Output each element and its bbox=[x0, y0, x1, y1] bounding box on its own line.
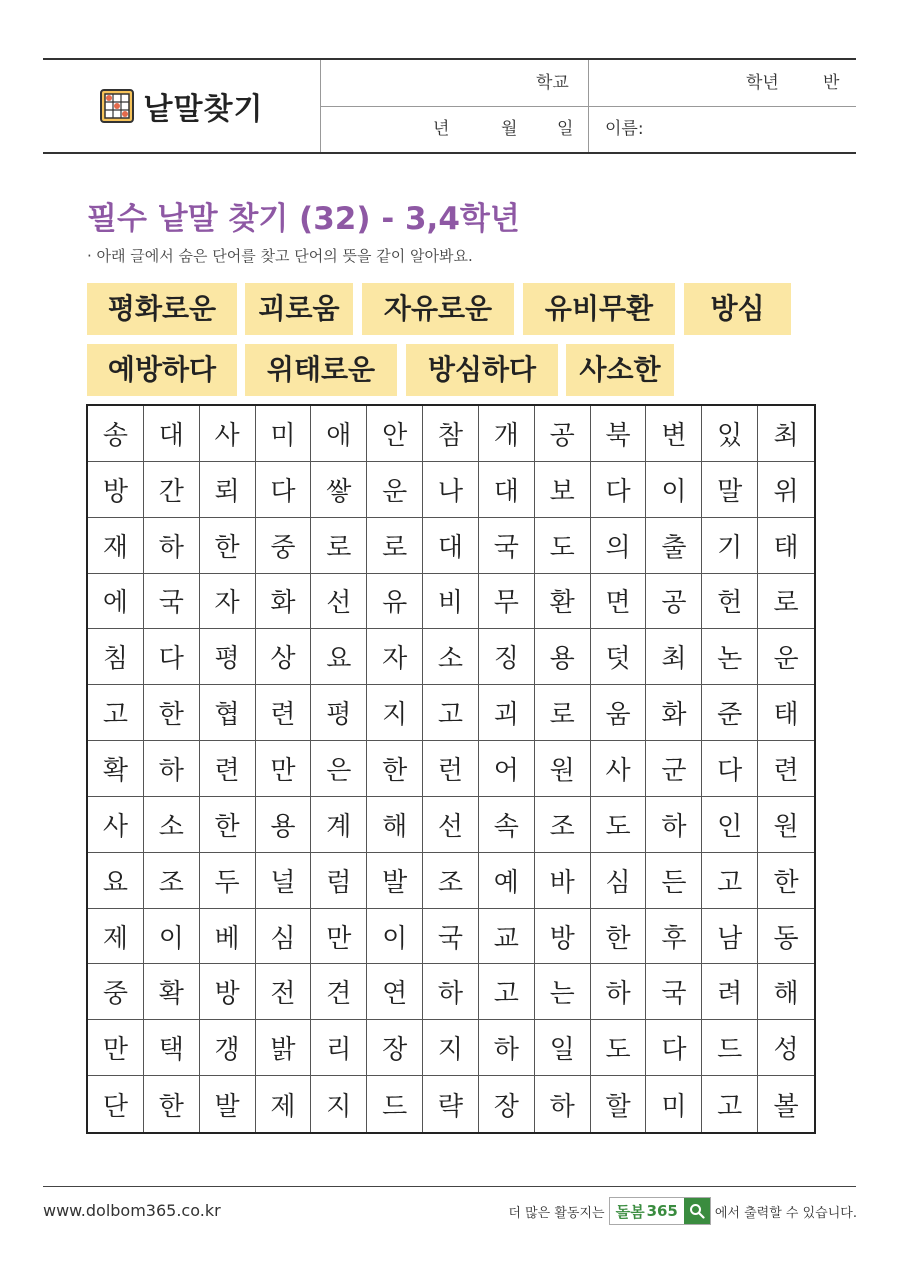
grid-cell[interactable]: 최 bbox=[758, 406, 814, 462]
grid-cell[interactable]: 평 bbox=[311, 685, 367, 741]
grid-cell[interactable]: 장 bbox=[479, 1076, 535, 1132]
grid-cell[interactable]: 도 bbox=[591, 797, 647, 853]
grid-cell[interactable]: 소 bbox=[144, 797, 200, 853]
grid-cell[interactable]: 간 bbox=[144, 462, 200, 518]
grid-cell[interactable]: 화 bbox=[646, 685, 702, 741]
word-chip: 예방하다 bbox=[87, 344, 237, 396]
word-chip: 괴로움 bbox=[245, 283, 353, 335]
grid-cell[interactable]: 지 bbox=[367, 685, 423, 741]
grade-label: 학년 bbox=[746, 73, 779, 93]
grid-cell[interactable]: 요 bbox=[311, 629, 367, 685]
grid-cell[interactable]: 방 bbox=[200, 964, 256, 1020]
grid-cell[interactable]: 말 bbox=[702, 462, 758, 518]
grid-cell[interactable]: 이 bbox=[646, 462, 702, 518]
grid-cell[interactable]: 베 bbox=[200, 909, 256, 965]
grid-cell[interactable]: 확 bbox=[144, 964, 200, 1020]
grid-cell[interactable]: 만 bbox=[256, 741, 312, 797]
grid-cell[interactable]: 요 bbox=[88, 853, 144, 909]
footer-url[interactable]: www.dolbom365.co.kr bbox=[43, 1201, 221, 1220]
grid-cell[interactable]: 어 bbox=[479, 741, 535, 797]
grid-cell[interactable]: 한 bbox=[591, 909, 647, 965]
grid-cell[interactable]: 해 bbox=[367, 797, 423, 853]
grid-cell[interactable]: 조 bbox=[144, 853, 200, 909]
grid-cell[interactable]: 동 bbox=[758, 909, 814, 965]
grid-cell[interactable]: 한 bbox=[200, 797, 256, 853]
year-label: 년 bbox=[433, 119, 450, 139]
grid-cell[interactable]: 밝 bbox=[256, 1020, 312, 1076]
grid-cell[interactable]: 징 bbox=[479, 629, 535, 685]
footer-text-before: 더 많은 활동지는 bbox=[508, 1205, 605, 1221]
grid-cell[interactable]: 국 bbox=[423, 909, 479, 965]
grid-cell[interactable]: 출 bbox=[646, 518, 702, 574]
grid-cell[interactable]: 계 bbox=[311, 797, 367, 853]
grid-cell[interactable]: 방 bbox=[88, 462, 144, 518]
word-chip: 평화로운 bbox=[87, 283, 237, 335]
grid-cell[interactable]: 평 bbox=[200, 629, 256, 685]
grid-cell[interactable]: 다 bbox=[591, 462, 647, 518]
grid-cell[interactable]: 로 bbox=[535, 685, 591, 741]
grid-cell[interactable]: 면 bbox=[591, 574, 647, 630]
grid-cell[interactable]: 단 bbox=[88, 1076, 144, 1132]
grid-cell[interactable]: 일 bbox=[535, 1020, 591, 1076]
grid-cell[interactable]: 쌓 bbox=[311, 462, 367, 518]
grid-cell[interactable]: 로 bbox=[367, 518, 423, 574]
grid-cell[interactable]: 하 bbox=[144, 741, 200, 797]
worksheet-header bbox=[43, 58, 856, 154]
grid-cell[interactable]: 심 bbox=[256, 909, 312, 965]
divider bbox=[588, 60, 589, 106]
grid-cell[interactable]: 다 bbox=[144, 629, 200, 685]
grid-cell[interactable]: 만 bbox=[311, 909, 367, 965]
grid-cell[interactable]: 용 bbox=[256, 797, 312, 853]
grid-cell[interactable]: 화 bbox=[256, 574, 312, 630]
grid-cell[interactable]: 재 bbox=[88, 518, 144, 574]
grid-cell[interactable]: 군 bbox=[646, 741, 702, 797]
grid-cell[interactable]: 고 bbox=[479, 964, 535, 1020]
grid-cell[interactable]: 국 bbox=[144, 574, 200, 630]
grid-cell[interactable]: 조 bbox=[423, 853, 479, 909]
grid-cell[interactable]: 도 bbox=[591, 1020, 647, 1076]
grid-cell[interactable]: 의 bbox=[591, 518, 647, 574]
word-search-grid bbox=[86, 404, 816, 1134]
grid-cell[interactable]: 고 bbox=[702, 1076, 758, 1132]
grid-cell[interactable]: 북 bbox=[591, 406, 647, 462]
word-chip: 방심 bbox=[684, 283, 791, 335]
grid-cell[interactable]: 참 bbox=[423, 406, 479, 462]
grid-cell[interactable]: 제 bbox=[256, 1076, 312, 1132]
grid-cell[interactable]: 예 bbox=[479, 853, 535, 909]
grid-cell[interactable]: 에 bbox=[88, 574, 144, 630]
grid-cell[interactable]: 태 bbox=[758, 518, 814, 574]
grid-cell[interactable]: 조 bbox=[535, 797, 591, 853]
brand-name: 돌봄 bbox=[615, 1202, 645, 1221]
grid-cell[interactable]: 공 bbox=[646, 574, 702, 630]
grid-cell[interactable]: 뢰 bbox=[200, 462, 256, 518]
grid-cell[interactable]: 드 bbox=[367, 1076, 423, 1132]
grid-cell[interactable]: 고 bbox=[423, 685, 479, 741]
grid-cell[interactable]: 중 bbox=[256, 518, 312, 574]
grid-cell[interactable]: 무 bbox=[479, 574, 535, 630]
grid-cell[interactable]: 소 bbox=[423, 629, 479, 685]
grid-cell[interactable]: 개 bbox=[479, 406, 535, 462]
grid-cell[interactable]: 심 bbox=[591, 853, 647, 909]
grid-cell[interactable]: 는 bbox=[535, 964, 591, 1020]
grid-cell[interactable]: 은 bbox=[311, 741, 367, 797]
grid-cell[interactable]: 괴 bbox=[479, 685, 535, 741]
brand-number: 365 bbox=[646, 1202, 678, 1220]
grid-cell[interactable]: 견 bbox=[311, 964, 367, 1020]
page-subtitle: · 아래 글에서 숨은 단어를 찾고 단어의 뜻을 같이 알아봐요. bbox=[87, 247, 473, 265]
grid-cell[interactable]: 확 bbox=[88, 741, 144, 797]
grid-cell[interactable]: 위 bbox=[758, 462, 814, 518]
grid-cell[interactable]: 보 bbox=[535, 462, 591, 518]
grid-cell[interactable]: 선 bbox=[311, 574, 367, 630]
month-label: 월 bbox=[501, 119, 518, 139]
grid-cell[interactable]: 이 bbox=[367, 909, 423, 965]
grid-cell[interactable]: 이 bbox=[144, 909, 200, 965]
grid-cell[interactable]: 중 bbox=[88, 964, 144, 1020]
grid-cell[interactable]: 최 bbox=[646, 629, 702, 685]
grid-cell[interactable]: 널 bbox=[256, 853, 312, 909]
grid-cell[interactable]: 발 bbox=[200, 1076, 256, 1132]
grid-cell[interactable]: 로 bbox=[311, 518, 367, 574]
grid-cell[interactable]: 협 bbox=[200, 685, 256, 741]
grid-cell[interactable]: 애 bbox=[311, 406, 367, 462]
grid-cell[interactable]: 장 bbox=[367, 1020, 423, 1076]
grid-cell[interactable]: 준 bbox=[702, 685, 758, 741]
grid-cell[interactable]: 하 bbox=[479, 1020, 535, 1076]
grid-cell[interactable]: 미 bbox=[646, 1076, 702, 1132]
grid-cell[interactable]: 고 bbox=[88, 685, 144, 741]
grid-cell[interactable]: 한 bbox=[144, 685, 200, 741]
grid-cell[interactable]: 다 bbox=[702, 741, 758, 797]
grid-cell[interactable]: 기 bbox=[702, 518, 758, 574]
grid-cell[interactable]: 로 bbox=[758, 574, 814, 630]
class-label: 반 bbox=[823, 73, 840, 93]
grid-cell[interactable]: 미 bbox=[256, 406, 312, 462]
grid-cell[interactable]: 변 bbox=[646, 406, 702, 462]
grid-cell[interactable]: 다 bbox=[256, 462, 312, 518]
grid-cell[interactable]: 전 bbox=[256, 964, 312, 1020]
grid-cell[interactable]: 든 bbox=[646, 853, 702, 909]
grid-cell[interactable]: 자 bbox=[200, 574, 256, 630]
grid-cell[interactable]: 속 bbox=[479, 797, 535, 853]
grid-cell[interactable]: 송 bbox=[88, 406, 144, 462]
grid-cell[interactable]: 사 bbox=[591, 741, 647, 797]
grid-cell[interactable]: 태 bbox=[758, 685, 814, 741]
divider bbox=[588, 106, 589, 152]
grid-cell[interactable]: 련 bbox=[200, 741, 256, 797]
grid-cell[interactable]: 논 bbox=[702, 629, 758, 685]
grid-cell[interactable]: 교 bbox=[479, 909, 535, 965]
word-chip: 자유로운 bbox=[362, 283, 514, 335]
grid-cell[interactable]: 운 bbox=[367, 462, 423, 518]
grid-cell[interactable]: 성 bbox=[758, 1020, 814, 1076]
grid-cell[interactable]: 자 bbox=[367, 629, 423, 685]
logo-cell bbox=[43, 60, 321, 152]
grid-cell[interactable]: 후 bbox=[646, 909, 702, 965]
grid-cell[interactable]: 제 bbox=[88, 909, 144, 965]
grid-cell[interactable]: 리 bbox=[311, 1020, 367, 1076]
grid-cell[interactable]: 발 bbox=[367, 853, 423, 909]
grid-cell[interactable]: 선 bbox=[423, 797, 479, 853]
grid-cell[interactable]: 갱 bbox=[200, 1020, 256, 1076]
grid-cell[interactable]: 공 bbox=[535, 406, 591, 462]
grid-cell[interactable]: 바 bbox=[535, 853, 591, 909]
grid-cell[interactable]: 환 bbox=[535, 574, 591, 630]
grid-cell[interactable]: 인 bbox=[702, 797, 758, 853]
grid-cell[interactable]: 한 bbox=[367, 741, 423, 797]
grid-cell[interactable]: 움 bbox=[591, 685, 647, 741]
grid-cell[interactable]: 럼 bbox=[311, 853, 367, 909]
grid-cell[interactable]: 한 bbox=[758, 853, 814, 909]
word-grid-icon bbox=[100, 89, 134, 123]
grid-cell[interactable]: 헌 bbox=[702, 574, 758, 630]
grid-cell[interactable]: 하 bbox=[423, 964, 479, 1020]
grid-cell[interactable]: 만 bbox=[88, 1020, 144, 1076]
day-label: 일 bbox=[557, 119, 574, 139]
grid-cell[interactable]: 사 bbox=[88, 797, 144, 853]
grid-cell[interactable]: 대 bbox=[479, 462, 535, 518]
word-chip: 위태로운 bbox=[245, 344, 397, 396]
grid-cell[interactable]: 비 bbox=[423, 574, 479, 630]
brand-badge[interactable] bbox=[609, 1197, 711, 1225]
header-row-date bbox=[321, 106, 856, 152]
grid-cell[interactable]: 택 bbox=[144, 1020, 200, 1076]
grid-cell[interactable]: 대 bbox=[423, 518, 479, 574]
grid-cell[interactable]: 려 bbox=[702, 964, 758, 1020]
grid-cell[interactable]: 운 bbox=[758, 629, 814, 685]
grid-cell[interactable]: 하 bbox=[591, 964, 647, 1020]
grid-cell[interactable]: 연 bbox=[367, 964, 423, 1020]
grid-cell[interactable]: 대 bbox=[144, 406, 200, 462]
grid-cell[interactable]: 원 bbox=[758, 797, 814, 853]
grid-cell[interactable]: 해 bbox=[758, 964, 814, 1020]
grid-cell[interactable]: 안 bbox=[367, 406, 423, 462]
word-chip: 사소한 bbox=[566, 344, 674, 396]
school-label: 학교 bbox=[536, 73, 569, 93]
grid-cell[interactable]: 한 bbox=[200, 518, 256, 574]
grid-cell[interactable]: 국 bbox=[646, 964, 702, 1020]
word-chip: 방심하다 bbox=[406, 344, 558, 396]
grid-cell[interactable]: 하 bbox=[646, 797, 702, 853]
grid-cell[interactable]: 할 bbox=[591, 1076, 647, 1132]
grid-cell[interactable]: 다 bbox=[646, 1020, 702, 1076]
grid-cell[interactable]: 원 bbox=[535, 741, 591, 797]
grid-cell[interactable]: 유 bbox=[367, 574, 423, 630]
grid-cell[interactable]: 국 bbox=[479, 518, 535, 574]
grid-cell[interactable]: 침 bbox=[88, 629, 144, 685]
grid-cell[interactable]: 남 bbox=[702, 909, 758, 965]
grid-cell[interactable]: 도 bbox=[535, 518, 591, 574]
word-chip: 유비무환 bbox=[523, 283, 675, 335]
logo-text: 낱말찾기 bbox=[143, 92, 264, 127]
grid-cell[interactable]: 덧 bbox=[591, 629, 647, 685]
grid-cell[interactable]: 용 bbox=[535, 629, 591, 685]
grid-cell[interactable]: 지 bbox=[423, 1020, 479, 1076]
grid-cell[interactable]: 지 bbox=[311, 1076, 367, 1132]
footer-promo bbox=[508, 1197, 857, 1225]
search-icon bbox=[684, 1198, 710, 1224]
grid-cell[interactable]: 련 bbox=[256, 685, 312, 741]
grid-cell[interactable]: 사 bbox=[200, 406, 256, 462]
grid-cell[interactable]: 략 bbox=[423, 1076, 479, 1132]
grid-cell[interactable]: 런 bbox=[423, 741, 479, 797]
footer-text-after: 에서 출력할 수 있습니다. bbox=[714, 1205, 857, 1221]
grid-cell[interactable]: 있 bbox=[702, 406, 758, 462]
grid-cell[interactable]: 한 bbox=[144, 1076, 200, 1132]
grid-cell[interactable]: 두 bbox=[200, 853, 256, 909]
grid-cell[interactable]: 고 bbox=[702, 853, 758, 909]
grid-cell[interactable]: 볼 bbox=[773, 1091, 799, 1122]
grid-cell[interactable]: 련 bbox=[758, 741, 814, 797]
grid-cell[interactable]: 하 bbox=[535, 1076, 591, 1132]
header-row-school bbox=[321, 60, 856, 107]
grid-cell[interactable]: 나 bbox=[423, 462, 479, 518]
grid-cell[interactable]: 상 bbox=[256, 629, 312, 685]
grid-cell[interactable]: 방 bbox=[535, 909, 591, 965]
grid-cell[interactable]: 드 bbox=[702, 1020, 758, 1076]
name-label: 이름: bbox=[605, 119, 644, 139]
footer-divider bbox=[43, 1186, 856, 1187]
grid-cell[interactable]: 하 bbox=[144, 518, 200, 574]
page-title: 필수 낱말 찾기 (32) - 3,4학년 bbox=[87, 201, 520, 237]
